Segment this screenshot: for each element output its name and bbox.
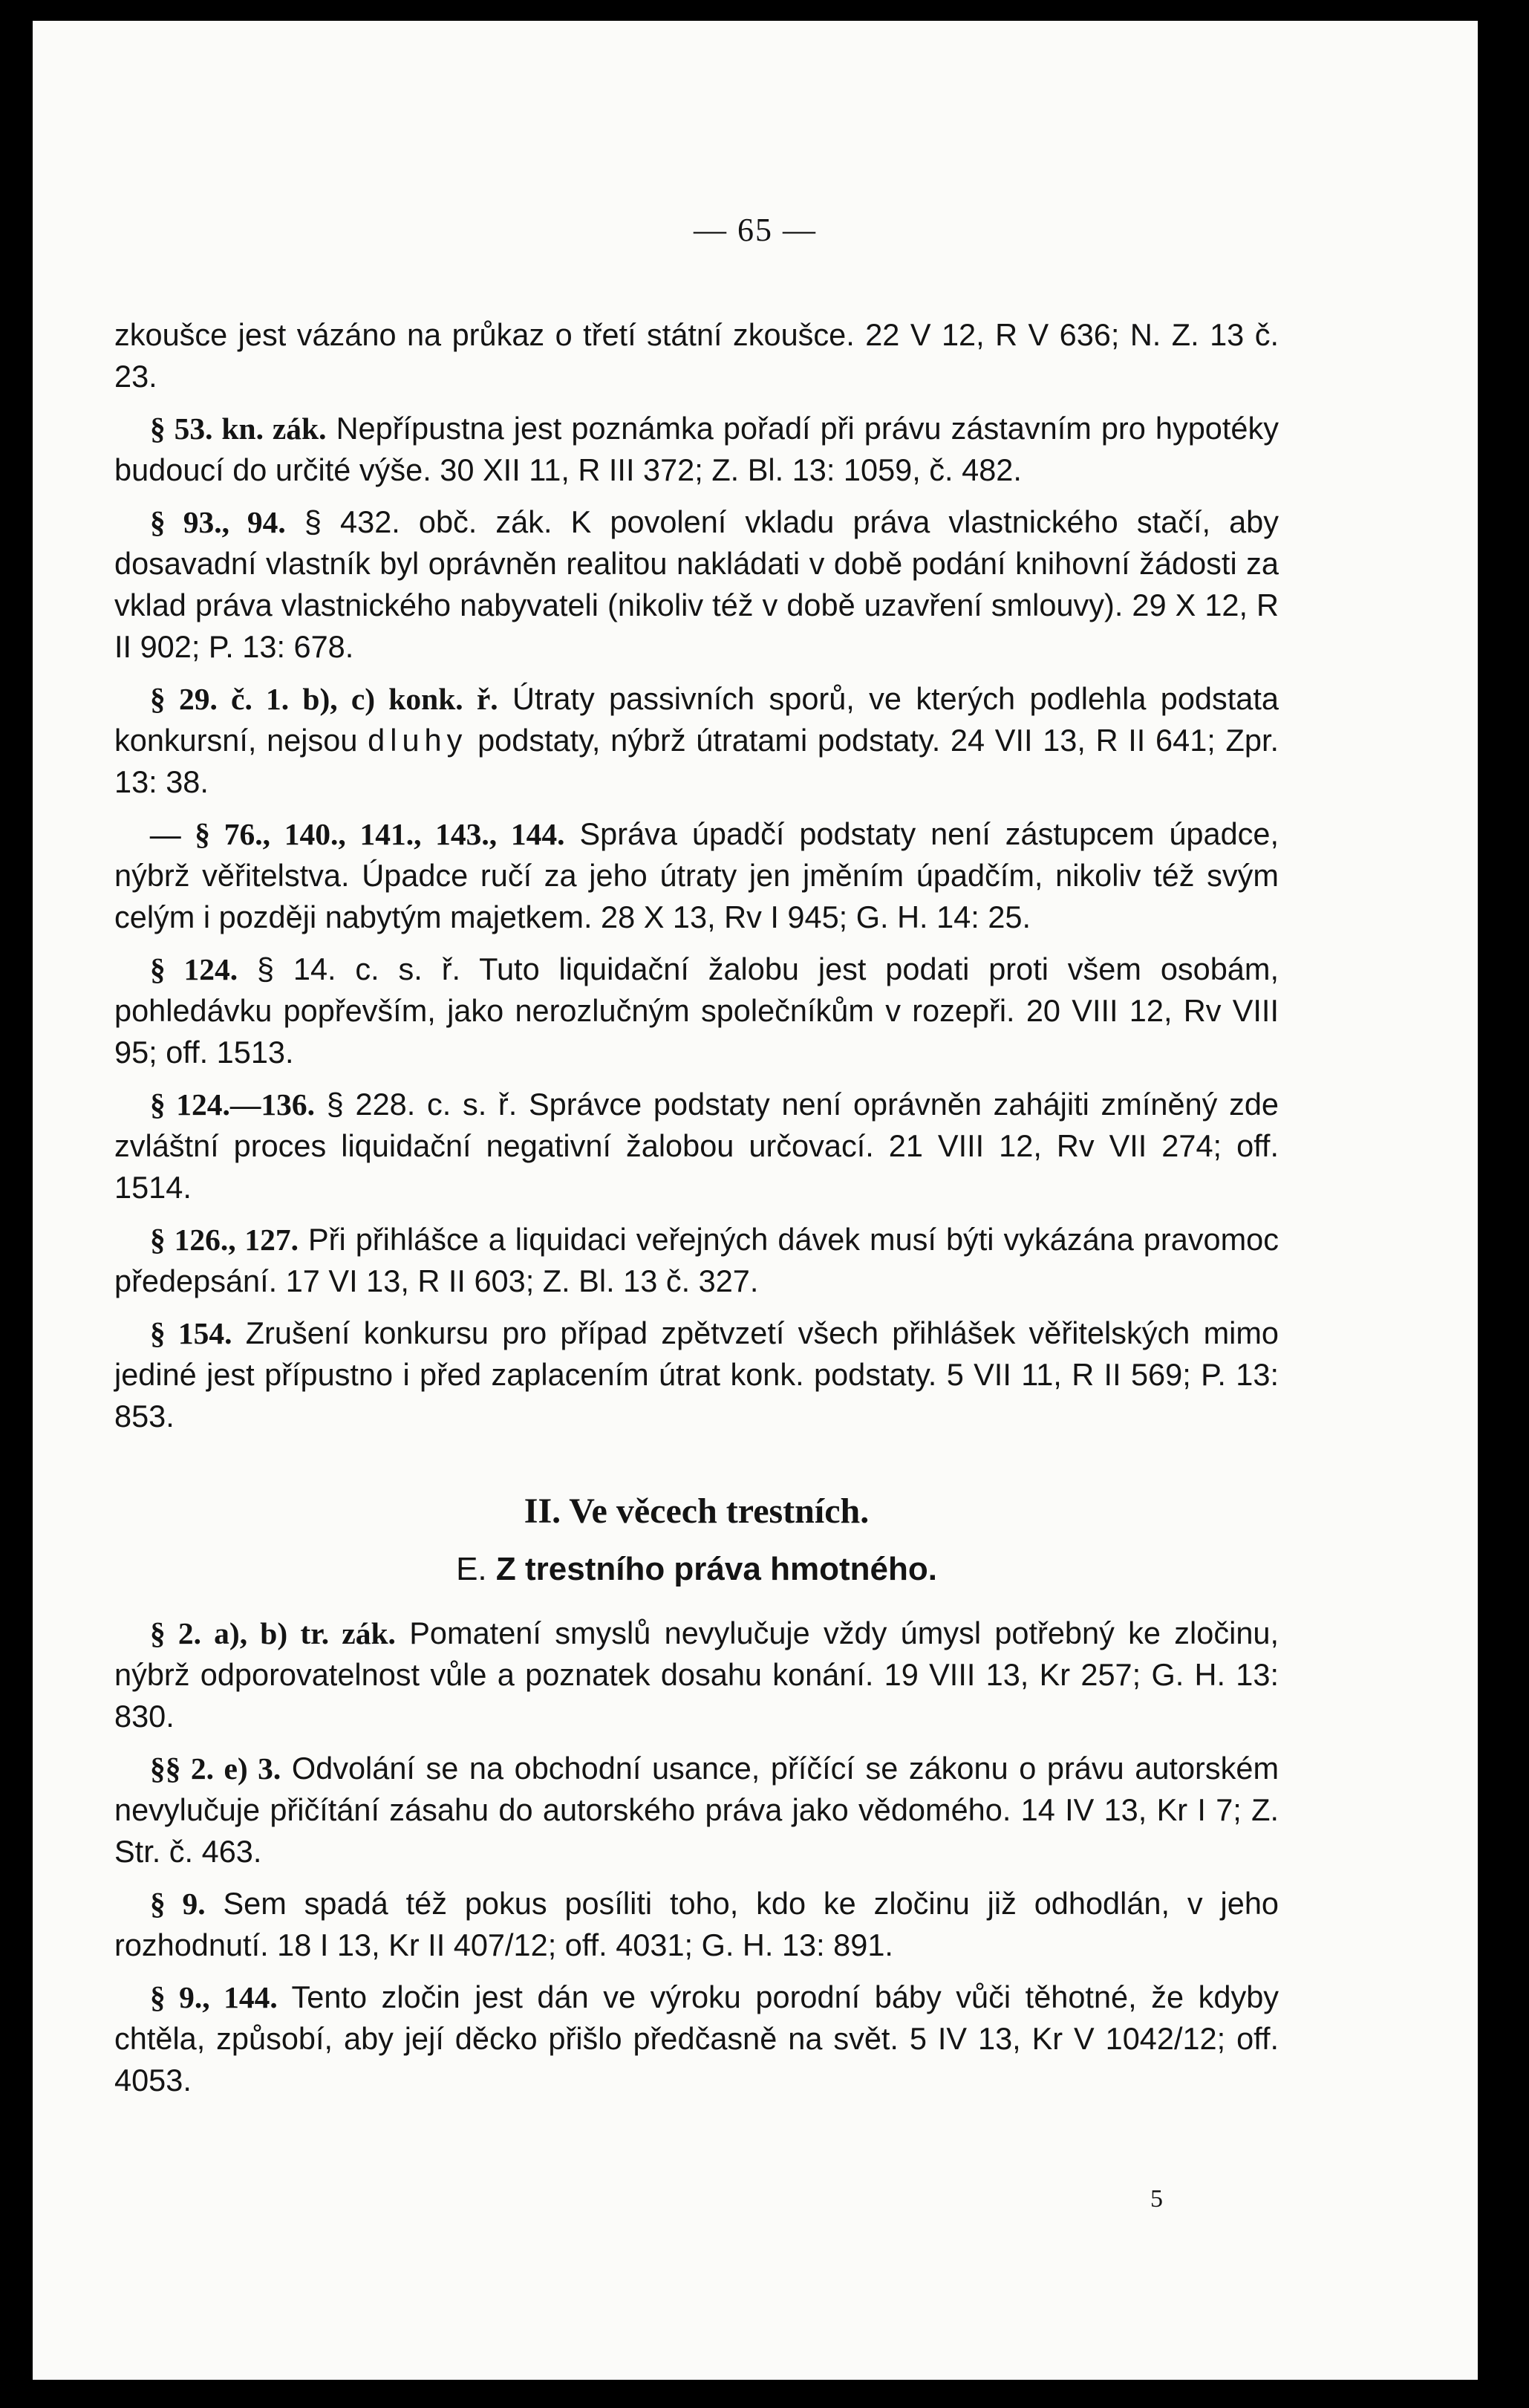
page-number: — 65 —: [694, 212, 817, 248]
section-ref: § 2. a), b) tr. zák.: [150, 1616, 396, 1650]
paragraph-text: § 432. obč. zák. K povolení vkladu práva vlastnického stačí, aby dosavadní vlastník byl oprávněn realitou nakládati v době podání knihovní žádosti za vklad práva vlastnického nabyvateli (nikoliv též v době uzavření smlouvy). 29 X 12, R II 902; P. 13: 678.: [114, 504, 1279, 664]
paragraph-text: § 228. c. s. ř. Správce podstaty není oprávněn zahájiti zmíněný zde zvláštní proces liquidační negativní žalobou určovací. 21 VIII 12, Rv VII 274; off. 1514.: [114, 1087, 1279, 1205]
section-ref: § 93., 94.: [150, 505, 286, 539]
paragraph-text: § 14. c. s. ř. Tuto liquidační žalobu jest podati proti všem osobám, pohledávku popřevším, jako nerozlučným společníkům v rozepři. 20 VIII 12, Rv VIII 95; off. 1513.: [114, 951, 1279, 1070]
spaced-word: dluhy: [368, 723, 468, 758]
paragraph-text: Odvolání se na obchodní usance, příčící se zákonu o právu autorském nevylučuje přičítání zásahu do autorského práva jako vědomého. 14 IV 13, Kr I 7; Z. Str. č. 463.: [114, 1751, 1279, 1869]
paragraph-text: Zrušení konkursu pro případ zpětvzetí všech přihlášek věřitelských mimo jediné jest přípustno i před zaplacením útrat konk. podstaty. 5 VII 11, R II 569; P. 13: 853.: [114, 1315, 1279, 1434]
paragraph-text: Tento zločin jest dán ve výroku porodní báby vůči těhotné, že kdyby chtěla, způsobí, aby její děcko přišlo předčasně na svět. 5 IV 13, Kr V 1042/12; off. 4053.: [114, 1979, 1279, 2098]
paragraph-text: Nepřípustna jest poznámka pořadí při právu zástavním pro hypotéky budoucí do určité výše. 30 XII 11, R III 372; Z. Bl. 13: 1059, č. 482.: [114, 411, 1279, 487]
paragraph-text: Správa úpadčí podstaty není zástupcem úpadce, nýbrž věřitelstva. Úpadce ručí za jeho útraty jen jměním úpadčím, nikoliv též svým celým i později nabytým majetkem. 28 X 13, Rv I 945; G. H. 14: 25.: [114, 816, 1279, 934]
section-ref: § 154.: [150, 1316, 232, 1350]
subsection-title: Z trestního práva hmotného.: [495, 1551, 937, 1587]
section-ref: §§ 2. e) 3.: [150, 1751, 281, 1786]
section-ref: § 9.: [150, 1887, 206, 1921]
section-ref: § 29. č. 1. b), c) konk. ř.: [150, 682, 498, 716]
paragraph: [114, 1312, 1279, 1437]
paragraph-text: podstaty, nýbrž útratami podstaty. 24 VII 13, R II 641; Zpr. 13: 38.: [114, 723, 1279, 799]
section-ref: § 126., 127.: [150, 1223, 299, 1257]
paragraph: [114, 1883, 1279, 1966]
paragraph-text: Pomatení smyslů nevylučuje vždy úmysl potřebný ke zločinu, nýbrž odporovatelnost vůle a poznatek dosahu konání. 19 VIII 13, Kr 257; G. H. 13: 830.: [114, 1615, 1279, 1734]
paragraph: [114, 1976, 1279, 2101]
section-ref: § 124.—136.: [150, 1087, 316, 1122]
paragraph: [114, 1748, 1279, 1872]
paragraph-text: Sem spadá též pokus posíliti toho, kdo ke zločinu již odhodlán, v jeho rozhodnutí. 18 I 13, Kr II 407/12; off. 4031; G. H. 13: 891.: [114, 1886, 1279, 1962]
page-body: [114, 314, 1279, 2112]
paragraph-text: Při přihlášce a liquidaci veřejných dávek musí býti vykázána pravomoc předepsání. 17 VI 13, R II 603; Z. Bl. 13 č. 327.: [114, 1222, 1279, 1298]
paragraph: [114, 314, 1279, 397]
section-ref: § 124.: [150, 952, 238, 986]
paragraph: [114, 813, 1279, 938]
section-ref: § 9., 144.: [150, 1980, 278, 2014]
section-ref: § 53. kn. zák.: [150, 411, 327, 446]
paragraph: [114, 501, 1279, 668]
section-heading: II. Ve věcech trestních.: [524, 1491, 870, 1531]
subsection-heading: [114, 1549, 1279, 1590]
paragraph: [114, 1084, 1279, 1208]
section-ref: — § 76., 140., 141., 143., 144.: [150, 817, 565, 851]
paragraph: [114, 1613, 1279, 1737]
paragraph: [114, 1219, 1279, 1302]
paragraph-text: Útraty passivních sporů, ve kterých podlehla podstata konkursní, nejsou: [114, 681, 1279, 758]
paragraph-text: zkoušce jest vázáno na průkaz o třetí státní zkoušce. 22 V 12, R V 636; N. Z. 13 č. 23.: [114, 317, 1279, 394]
paragraph: [114, 678, 1279, 803]
book-page: [33, 21, 1478, 2380]
paragraph: [114, 408, 1279, 491]
subsection-letter: E.: [456, 1551, 487, 1587]
paragraph: [114, 948, 1279, 1073]
signature-mark: 5: [1150, 2185, 1163, 2213]
